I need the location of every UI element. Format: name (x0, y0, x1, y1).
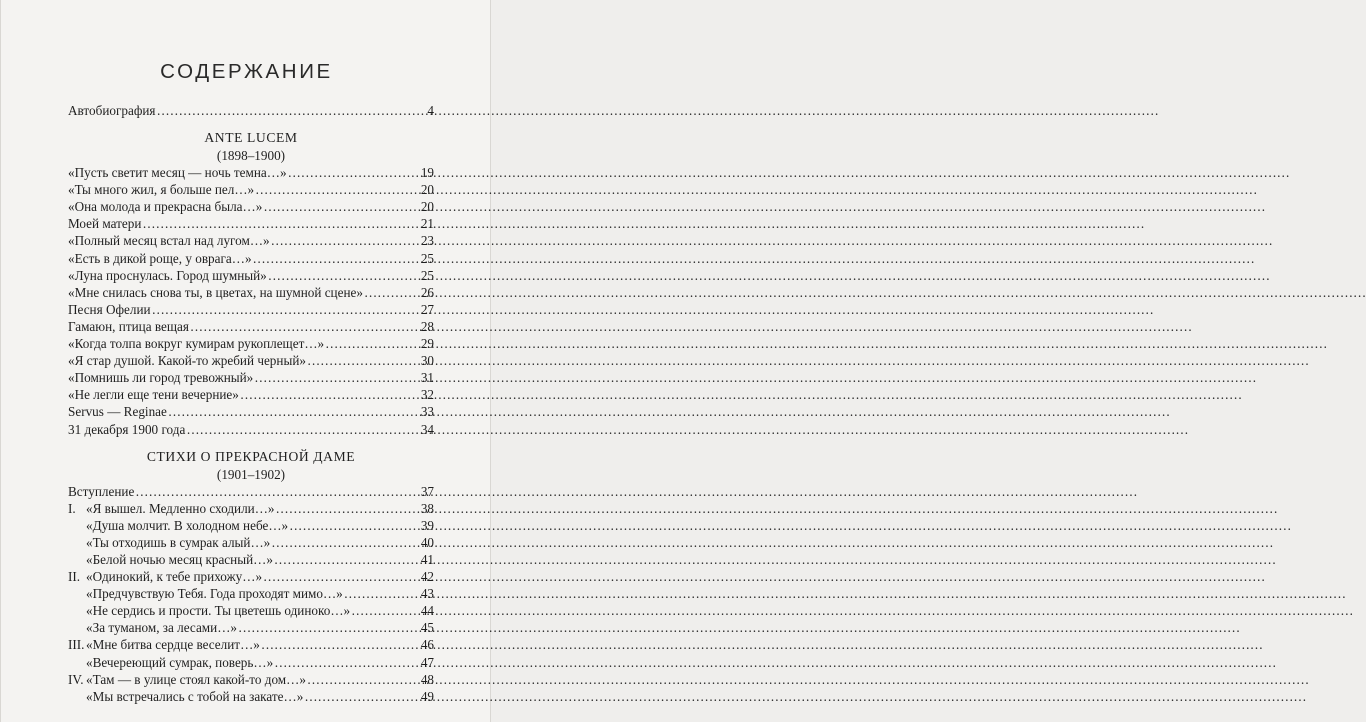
dot-leader (263, 198, 420, 215)
toc-entry[interactable] (68, 568, 434, 585)
toc-entry-text: «Я стар душой. Какой-то жребий черный» (68, 353, 306, 369)
toc-entry-text: Вступление (68, 483, 135, 499)
dot-leader (255, 181, 420, 198)
toc-entry[interactable] (68, 164, 434, 181)
toc-entry-page: 43 (420, 586, 434, 602)
dot-leader (307, 352, 420, 369)
dot-leader (268, 267, 420, 284)
dot-leader (168, 403, 420, 420)
section-years-ante-lucem: (1898–1900) (216, 148, 286, 164)
toc-entry-text: Песня Офелии (68, 301, 151, 317)
toc-entry-text: «Мне битва сердце веселит…» (86, 637, 260, 653)
toc-entry[interactable] (68, 500, 434, 517)
toc-entry[interactable] (68, 301, 434, 318)
toc-entry-text: «Мы встречались с тобой на закате…» (86, 688, 304, 704)
dot-leader (364, 284, 420, 301)
toc-entry-intro[interactable] (68, 102, 434, 119)
toc-entry[interactable] (68, 284, 434, 301)
toc-entry-page: 42 (420, 569, 434, 585)
toc-entry[interactable] (68, 551, 434, 568)
toc-entry-number: II. (68, 569, 81, 585)
toc-entry[interactable] (68, 585, 434, 602)
toc-entry-page: 30 (420, 353, 434, 369)
dot-leader (157, 102, 427, 119)
toc-entry-number: I. (68, 500, 76, 516)
toc-entry[interactable] (68, 198, 434, 215)
section-entries-ante-lucem (68, 164, 434, 438)
dot-leader (142, 215, 419, 232)
toc-entry-text: «Мне снилась снова ты, в цветах, на шумной сцене» (68, 284, 363, 300)
toc-entry-page: 31 (420, 370, 434, 386)
toc-entry[interactable] (68, 232, 434, 249)
toc-entry-page: 47 (420, 654, 434, 670)
toc-entry-page: 34 (420, 421, 434, 437)
toc-entry-text: «Помнишь ли город тревожный» (68, 370, 254, 386)
dot-leader (254, 369, 420, 386)
toc-entry[interactable] (68, 602, 434, 619)
toc-entry[interactable] (68, 403, 434, 420)
toc-entry-page: 23 (420, 233, 434, 249)
toc-entry-page: 26 (420, 284, 434, 300)
toc-entry-text: «Белой ночью месяц красный…» (86, 551, 273, 567)
toc-entry[interactable] (68, 352, 434, 369)
toc-entry-page: 46 (420, 637, 434, 653)
toc-entry-page: 44 (420, 603, 434, 619)
toc-entry[interactable] (68, 181, 434, 198)
toc-entry[interactable] (68, 534, 434, 551)
toc-entry-page: 49 (420, 688, 434, 704)
toc-entry-page: 20 (420, 182, 434, 198)
dot-leader (274, 654, 420, 671)
toc-entry[interactable] (68, 421, 434, 438)
toc-entry-page: 33 (420, 404, 434, 420)
toc-entry[interactable] (68, 688, 434, 705)
toc-entry-page: 27 (420, 301, 434, 317)
toc-entry[interactable] (68, 335, 434, 352)
toc-entry-page: 38 (420, 500, 434, 516)
toc-entry-text: «Я вышел. Медленно сходили…» (86, 500, 275, 516)
toc-entry[interactable] (68, 369, 434, 386)
toc-entry-page: 29 (420, 336, 434, 352)
toc-entry-text: «Ты отходишь в сумрак алый…» (86, 534, 271, 550)
toc-entry-text: «Там — в улице стоял какой-то дом…» (86, 671, 306, 687)
toc-entry-text: Гамаюн, птица вещая (68, 318, 189, 334)
dot-leader (240, 386, 420, 403)
dot-leader (152, 301, 420, 318)
toc-entry-page: 25 (420, 250, 434, 266)
dot-leader (190, 318, 420, 335)
toc-entry[interactable] (68, 517, 434, 534)
toc-entry-number: III. (68, 637, 85, 653)
toc-entry-text: «Пусть светит месяц — ночь темна…» (68, 165, 287, 181)
toc-entry-text: «Она молода и прекрасна была…» (68, 199, 263, 215)
toc-entry[interactable] (68, 386, 434, 403)
toc-entry-page: 40 (420, 534, 434, 550)
toc-entry[interactable] (68, 250, 434, 267)
toc-entry-page: 41 (420, 551, 434, 567)
toc-entry-page: 37 (420, 483, 434, 499)
dot-leader (135, 483, 420, 500)
section-title-stikhi: СТИХИ О ПРЕКРАСНОЙ ДАМЕ (146, 448, 356, 464)
toc-entry-page: 28 (420, 318, 434, 334)
toc-entry-number: IV. (68, 671, 84, 687)
toc-entry-text: «За туманом, за лесами…» (86, 620, 237, 636)
dot-leader (271, 534, 420, 551)
dot-leader (274, 551, 420, 568)
dot-leader (307, 671, 420, 688)
book-page (0, 0, 491, 722)
toc-entry[interactable] (68, 483, 434, 500)
section-title-ante-lucem: ANTE LUCEM (204, 130, 298, 146)
toc-entry-text: «Предчувствую Тебя. Года проходят мимо…» (86, 586, 343, 602)
dot-leader (289, 517, 420, 534)
toc-entry-page: 32 (420, 387, 434, 403)
dot-leader (304, 688, 420, 705)
dot-leader (186, 421, 420, 438)
page-title: СОДЕРЖАНИЕ (160, 60, 333, 83)
section-entries-stikhi (68, 483, 434, 705)
toc-entry-text: «Не легли еще тени вечерние» (68, 387, 239, 403)
dot-leader (271, 232, 420, 249)
toc-entry[interactable] (68, 318, 434, 335)
toc-entry-text: «Не сердись и прости. Ты цветешь одиноко…» (86, 603, 351, 619)
toc-entry[interactable] (68, 267, 434, 284)
toc-entry-text: «Есть в дикой роще, у оврага…» (68, 250, 252, 266)
dot-leader (344, 585, 420, 602)
section-years-stikhi: (1901–1902) (216, 466, 286, 482)
toc-entry-text: «Вечереющий сумрак, поверь…» (86, 654, 274, 670)
dot-leader (276, 500, 420, 517)
toc-entry[interactable] (68, 619, 434, 636)
dot-leader (325, 335, 420, 352)
dot-leader (238, 619, 420, 636)
toc-entry-page: 21 (420, 216, 434, 232)
dot-leader (351, 602, 420, 619)
toc-entry-text: Автобиография (68, 103, 156, 118)
toc-entry-text: «Когда толпа вокруг кумирам рукоплещет…» (68, 336, 325, 352)
toc-entry-page: 19 (420, 165, 434, 181)
toc-entry[interactable] (68, 671, 434, 688)
dot-leader (288, 164, 420, 181)
toc-entry-page: 48 (420, 671, 434, 687)
toc-entry-text: «Ты много жил, я больше пел…» (68, 182, 255, 198)
toc-entry-page: 20 (420, 199, 434, 215)
toc-entry-page: 25 (420, 267, 434, 283)
toc-entry[interactable] (68, 636, 434, 653)
toc-entry-text: «Полный месяц встал над лугом…» (68, 233, 270, 249)
toc-entry-text: 31 декабря 1900 года (68, 421, 186, 437)
toc-entry[interactable] (68, 215, 434, 232)
toc-entry-text: «Луна проснулась. Город шумный» (68, 267, 267, 283)
dot-leader (253, 250, 420, 267)
toc-entry[interactable] (68, 654, 434, 671)
toc-entry-text: «Душа молчит. В холодном небе…» (86, 517, 289, 533)
toc-entry-page: 4 (427, 103, 434, 118)
toc-entry-text: «Одинокий, к тебе прихожу…» (86, 569, 263, 585)
dot-leader (261, 636, 420, 653)
toc-entry-page: 39 (420, 517, 434, 533)
toc-entry-page: 45 (420, 620, 434, 636)
dot-leader (263, 568, 420, 585)
table-of-contents (68, 102, 434, 705)
toc-entry-text: Моей матери (68, 216, 142, 232)
toc-entry-text: Servus — Reginae (68, 404, 167, 420)
